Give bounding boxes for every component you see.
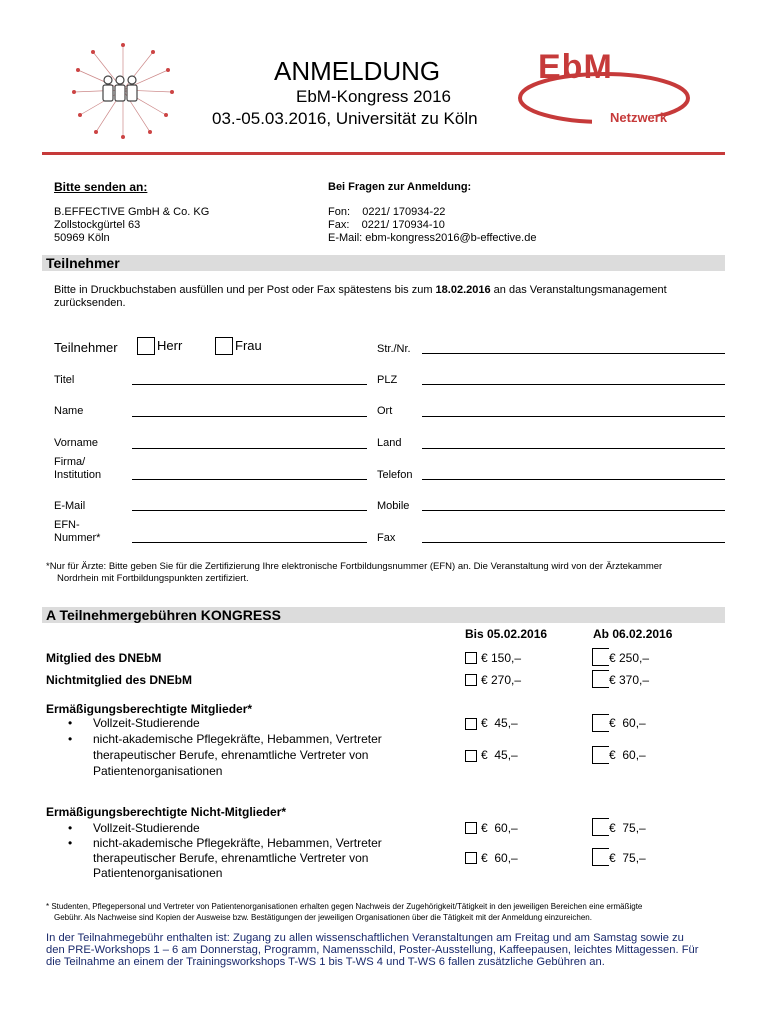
firma-label-1: Firma/ <box>54 456 86 468</box>
rm-students-early-checkbox[interactable] <box>465 718 477 730</box>
mobile-field[interactable] <box>422 510 725 511</box>
vorname-label: Vorname <box>54 437 99 449</box>
efn-field[interactable] <box>132 542 367 543</box>
send-to-label: Bitte senden an: <box>54 180 148 194</box>
name-label: Name <box>54 405 84 417</box>
logo-ebm-text: EbM <box>538 48 613 86</box>
efn-label-2: Nummer* <box>54 532 101 544</box>
member-early-price: € 150,– <box>481 651 522 665</box>
firma-field[interactable] <box>132 479 367 480</box>
non-member-early-price: € 270,– <box>481 673 522 687</box>
ort-field[interactable] <box>422 416 725 417</box>
name-field[interactable] <box>132 416 367 417</box>
reduced-members-care-1: nicht-akademische Pflegekräfte, Hebammen, Vertreter <box>93 732 382 746</box>
discount-footnote-cont: Gebühr. Als Nachweise sind Kopien der Ausweise bzw. Bestätigungen der jeweiligen Organisationen über die Tätigkeit mit der Anmeldung einzureichen. <box>54 913 592 922</box>
member-late-checkbox[interactable] <box>592 648 609 666</box>
rnm-students-late-checkbox[interactable] <box>592 818 609 836</box>
company-street: Zollstockgürtel 63 <box>54 219 141 231</box>
titel-field[interactable] <box>132 384 367 385</box>
reduced-non-members-students: Vollzeit-Studierende <box>93 821 200 835</box>
bullet: • <box>68 732 73 746</box>
efn-footnote: *Nur für Ärzte: Bitte geben Sie für die Zertifizierung Ihre elektronische Fortbildungsnummer (EFN) an. Die Veranstaltung wird von der Ärztekammer <box>46 561 663 572</box>
reduced-members-care-3: Patientenorganisationen <box>93 764 223 778</box>
rm-students-late-checkbox[interactable] <box>592 714 609 732</box>
event-dates-place: 03.-05.03.2016, Universität zu Köln <box>212 109 478 128</box>
rm-care-early-price: € 45,– <box>481 748 518 762</box>
rnm-care-late-price: € 75,– <box>609 851 646 865</box>
questions-label: Bei Fragen zur Anmeldung: <box>328 181 472 193</box>
bullet: • <box>68 821 73 835</box>
rnm-care-early-checkbox[interactable] <box>465 852 477 864</box>
fax-field[interactable] <box>422 542 725 543</box>
frau-checkbox[interactable] <box>215 337 233 355</box>
header-divider <box>42 152 725 155</box>
email-label: E-Mail <box>54 500 86 512</box>
efn-label-1: EFN- <box>54 519 80 531</box>
fees-section-title: A Teilnehmergebühren KONGRESS <box>46 607 281 623</box>
participants-section-header <box>42 255 725 271</box>
herr-checkbox[interactable] <box>137 337 155 355</box>
efn-footnote-cont: Nordrhein mit Fortbildungspunkten zertifiziert. <box>57 573 249 584</box>
contact-email: E-Mail: ebm-kongress2016@b-effective.de <box>328 232 537 244</box>
ort-label: Ort <box>377 405 393 417</box>
discount-footnote: * Studenten, Pflegepersonal und Vertreter von Patientenorganisationen erhalten gegen Nachweis der Zugehörigkeit/Tätigkeit in den jeweiligen Bereichen eine ermäßigte <box>46 902 643 911</box>
rm-care-early-checkbox[interactable] <box>465 750 477 762</box>
contact-phone: Fon: 0221/ 170934-22 <box>328 206 446 218</box>
logo-netzwerk-text: Netzwerk <box>610 110 668 125</box>
frau-label: Frau <box>235 338 262 353</box>
rm-students-early-price: € 45,– <box>481 716 518 730</box>
non-member-early-checkbox[interactable] <box>465 674 477 686</box>
participants-section-title: Teilnehmer <box>46 255 120 271</box>
ebm-netzwerk-logo <box>516 48 696 132</box>
rnm-students-late-price: € 75,– <box>609 821 646 835</box>
plz-field[interactable] <box>422 384 725 385</box>
bullet: • <box>68 836 73 850</box>
network-people-logo <box>68 40 178 140</box>
col-early-header: Bis 05.02.2016 <box>465 627 548 641</box>
member-early-checkbox[interactable] <box>465 652 477 664</box>
fees-section-header <box>42 607 725 623</box>
reduced-non-members-care-1: nicht-akademische Pflegekräfte, Hebammen, Vertreter <box>93 836 382 850</box>
rm-students-late-price: € 60,– <box>609 716 646 730</box>
titel-label: Titel <box>54 374 75 386</box>
participants-instruction-cont: zurücksenden. <box>54 297 126 309</box>
page-title: ANMELDUNG <box>274 56 441 86</box>
email-field[interactable] <box>132 510 367 511</box>
herr-label: Herr <box>157 338 183 353</box>
mobile-label: Mobile <box>377 500 410 512</box>
reduced-non-members-care-3: Patientenorganisationen <box>93 866 223 880</box>
non-member-late-checkbox[interactable] <box>592 670 609 688</box>
reduced-members-heading: Ermäßigungsberechtigte Mitglieder* <box>46 702 253 716</box>
rnm-care-late-checkbox[interactable] <box>592 848 609 866</box>
firma-label-2: Institution <box>54 469 102 481</box>
instruction-text-2: an das Veranstaltungsmanagement <box>490 284 667 296</box>
telefon-label: Telefon <box>377 469 413 481</box>
participant-label: Teilnehmer <box>54 340 118 355</box>
reduced-non-members-care-2: therapeutischer Berufe, ehrenamtliche Vertreter von <box>93 851 369 865</box>
telefon-field[interactable] <box>422 479 725 480</box>
rnm-students-early-price: € 60,– <box>481 821 518 835</box>
non-member-label: Nichtmitglied des DNEbM <box>46 673 193 687</box>
land-label: Land <box>377 437 402 449</box>
event-name: EbM-Kongress 2016 <box>296 87 451 106</box>
included-text-3: die Teilnahme an einem der Trainingsworkshops T-WS 1 bis T-WS 4 und T-WS 6 fallen zusätzliche Gebühren an. <box>46 956 605 968</box>
instruction-text-1: Bitte in Druckbuchstaben ausfüllen und per Post oder Fax spätestens bis zum <box>54 284 436 296</box>
company-name: B.EFFECTIVE GmbH & Co. KG <box>54 206 210 218</box>
reduced-non-members-heading: Ermäßigungsberechtigte Nicht-Mitglieder* <box>46 805 287 819</box>
street-label: Str./Nr. <box>377 343 411 355</box>
rm-care-late-checkbox[interactable] <box>592 746 609 764</box>
instruction-deadline: 18.02.2016 <box>435 284 491 296</box>
bullet: • <box>68 716 73 730</box>
contact-fax: Fax: 0221/ 170934-10 <box>328 219 445 231</box>
plz-label: PLZ <box>377 374 398 386</box>
company-city: 50969 Köln <box>54 232 110 244</box>
participants-instruction <box>54 284 667 296</box>
included-text-1: In der Teilnahmegebühr enthalten ist: Zugang zu allen wissenschaftlichen Veranstaltungen am Freitag und am Samstag sowie zu <box>46 932 684 944</box>
reduced-members-students: Vollzeit-Studierende <box>93 716 200 730</box>
fax-label: Fax <box>377 532 396 544</box>
reduced-members-care-2: therapeutischer Berufe, ehrenamtliche Vertreter von <box>93 748 369 762</box>
rnm-students-early-checkbox[interactable] <box>465 822 477 834</box>
included-text-2: den PRE-Workshops 1 – 6 am Donnerstag, Programm, Namensschild, Poster-Ausstellung, Kaffeepausen, leichtes Mittagessen. Für <box>46 944 699 956</box>
street-field[interactable] <box>422 353 725 354</box>
land-field[interactable] <box>422 448 725 449</box>
non-member-late-price: € 370,– <box>609 673 650 687</box>
vorname-field[interactable] <box>132 448 367 449</box>
col-late-header: Ab 06.02.2016 <box>593 627 673 641</box>
rm-care-late-price: € 60,– <box>609 748 646 762</box>
rnm-care-early-price: € 60,– <box>481 851 518 865</box>
member-late-price: € 250,– <box>609 651 650 665</box>
member-label: Mitglied des DNEbM <box>46 651 162 665</box>
